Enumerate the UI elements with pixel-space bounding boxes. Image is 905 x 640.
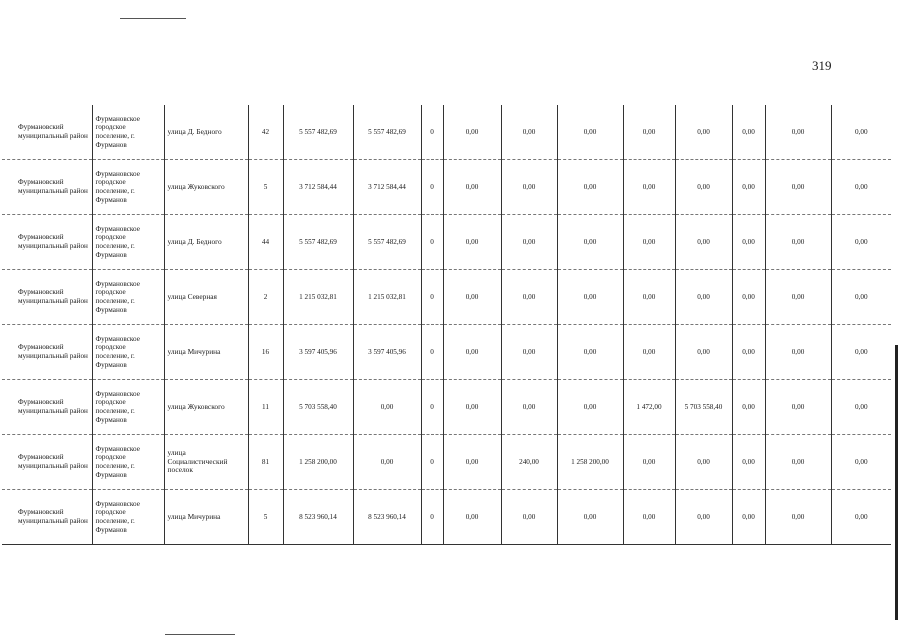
cell-c5: 0,00 <box>501 105 557 160</box>
cell-c1: 3 597 405,96 <box>283 325 353 380</box>
cell-house: 16 <box>248 325 283 380</box>
cell-c10: 0,00 <box>765 105 831 160</box>
cell-c3: 0 <box>421 325 443 380</box>
cell-c11: 0,00 <box>831 105 891 160</box>
cell-house: 5 <box>248 160 283 215</box>
cell-c5: 240,00 <box>501 435 557 490</box>
cell-c11: 0,00 <box>831 325 891 380</box>
cell-house: 44 <box>248 215 283 270</box>
cell-c7: 0,00 <box>623 490 675 545</box>
cell-house: 5 <box>248 490 283 545</box>
cell-settlement: Фурмановское городское поселение, г. Фурманов <box>92 215 164 270</box>
cell-district: Фурмановский муниципальный район <box>2 490 92 545</box>
cell-c5: 0,00 <box>501 160 557 215</box>
cell-c4: 0,00 <box>443 380 501 435</box>
cell-c8: 0,00 <box>675 160 732 215</box>
table-row <box>2 105 891 160</box>
cell-street: улица Северная <box>164 270 248 325</box>
table-row <box>2 380 891 435</box>
cell-c9: 0,00 <box>732 325 765 380</box>
table-row <box>2 435 891 490</box>
cell-c1: 3 712 584,44 <box>283 160 353 215</box>
cell-house: 2 <box>248 270 283 325</box>
cell-c5: 0,00 <box>501 270 557 325</box>
cell-c3: 0 <box>421 215 443 270</box>
cell-c7: 0,00 <box>623 160 675 215</box>
cell-c10: 0,00 <box>765 215 831 270</box>
cell-c7: 0,00 <box>623 270 675 325</box>
cell-c6: 1 258 200,00 <box>557 435 623 490</box>
cell-house: 11 <box>248 380 283 435</box>
cell-c7: 0,00 <box>623 105 675 160</box>
cell-c11: 0,00 <box>831 270 891 325</box>
cell-c3: 0 <box>421 160 443 215</box>
cell-c3: 0 <box>421 380 443 435</box>
cell-c9: 0,00 <box>732 380 765 435</box>
cell-street: улица Д. Бедного <box>164 215 248 270</box>
cell-c10: 0,00 <box>765 160 831 215</box>
cell-street: улица Мичурина <box>164 490 248 545</box>
cell-c4: 0,00 <box>443 435 501 490</box>
cell-c8: 5 703 558,40 <box>675 380 732 435</box>
cell-c10: 0,00 <box>765 325 831 380</box>
cell-c6: 0,00 <box>557 380 623 435</box>
cell-street: улица Д. Бедного <box>164 105 248 160</box>
cell-c2: 3 597 405,96 <box>353 325 421 380</box>
cell-c2: 8 523 960,14 <box>353 490 421 545</box>
cell-c5: 0,00 <box>501 490 557 545</box>
cell-street: улица Социалистический поселок <box>164 435 248 490</box>
cell-street: улица Жуковского <box>164 380 248 435</box>
cell-c10: 0,00 <box>765 270 831 325</box>
cell-district: Фурмановский муниципальный район <box>2 435 92 490</box>
cell-c2: 5 557 482,69 <box>353 215 421 270</box>
cell-c3: 0 <box>421 490 443 545</box>
table-row <box>2 215 891 270</box>
cell-district: Фурмановский муниципальный район <box>2 160 92 215</box>
cell-c2: 3 712 584,44 <box>353 160 421 215</box>
cell-c5: 0,00 <box>501 380 557 435</box>
cell-c10: 0,00 <box>765 380 831 435</box>
cell-street: улица Жуковского <box>164 160 248 215</box>
cell-settlement: Фурмановское городское поселение, г. Фурманов <box>92 380 164 435</box>
cell-c6: 0,00 <box>557 215 623 270</box>
cell-c6: 0,00 <box>557 490 623 545</box>
cell-c3: 0 <box>421 105 443 160</box>
table-body <box>2 105 891 545</box>
cell-c8: 0,00 <box>675 490 732 545</box>
cell-c7: 0,00 <box>623 325 675 380</box>
cell-c5: 0,00 <box>501 325 557 380</box>
cell-district: Фурмановский муниципальный район <box>2 380 92 435</box>
cell-c8: 0,00 <box>675 270 732 325</box>
cell-c1: 8 523 960,14 <box>283 490 353 545</box>
cell-c8: 0,00 <box>675 215 732 270</box>
cell-c1: 5 703 558,40 <box>283 380 353 435</box>
cell-c9: 0,00 <box>732 490 765 545</box>
cell-c8: 0,00 <box>675 435 732 490</box>
scan-artifact-top <box>120 18 186 19</box>
cell-c6: 0,00 <box>557 325 623 380</box>
cell-settlement: Фурмановское городское поселение, г. Фурманов <box>92 490 164 545</box>
cell-settlement: Фурмановское городское поселение, г. Фурманов <box>92 105 164 160</box>
table-row <box>2 490 891 545</box>
cell-c9: 0,00 <box>732 270 765 325</box>
cell-house: 81 <box>248 435 283 490</box>
housing-table <box>2 105 891 545</box>
cell-c11: 0,00 <box>831 380 891 435</box>
table-row <box>2 160 891 215</box>
cell-settlement: Фурмановское городское поселение, г. Фурманов <box>92 435 164 490</box>
cell-district: Фурмановский муниципальный район <box>2 105 92 160</box>
cell-c2: 1 215 032,81 <box>353 270 421 325</box>
cell-c1: 5 557 482,69 <box>283 215 353 270</box>
cell-c7: 0,00 <box>623 215 675 270</box>
scan-artifact-bottom <box>165 634 235 635</box>
cell-district: Фурмановский муниципальный район <box>2 325 92 380</box>
cell-district: Фурмановский муниципальный район <box>2 215 92 270</box>
cell-settlement: Фурмановское городское поселение, г. Фурманов <box>92 325 164 380</box>
cell-c8: 0,00 <box>675 105 732 160</box>
scan-artifact-right-edge <box>895 345 898 620</box>
cell-district: Фурмановский муниципальный район <box>2 270 92 325</box>
cell-c4: 0,00 <box>443 490 501 545</box>
cell-c9: 0,00 <box>732 160 765 215</box>
cell-c4: 0,00 <box>443 325 501 380</box>
cell-c1: 1 258 200,00 <box>283 435 353 490</box>
cell-c4: 0,00 <box>443 160 501 215</box>
cell-c11: 0,00 <box>831 490 891 545</box>
cell-c1: 5 557 482,69 <box>283 105 353 160</box>
cell-c2: 0,00 <box>353 435 421 490</box>
cell-c10: 0,00 <box>765 490 831 545</box>
cell-house: 42 <box>248 105 283 160</box>
cell-c4: 0,00 <box>443 215 501 270</box>
table-row <box>2 270 891 325</box>
cell-c11: 0,00 <box>831 160 891 215</box>
cell-c7: 1 472,00 <box>623 380 675 435</box>
cell-c5: 0,00 <box>501 215 557 270</box>
page-number: 319 <box>812 58 832 73</box>
cell-c1: 1 215 032,81 <box>283 270 353 325</box>
cell-c10: 0,00 <box>765 435 831 490</box>
cell-c3: 0 <box>421 435 443 490</box>
cell-c2: 5 557 482,69 <box>353 105 421 160</box>
cell-settlement: Фурмановское городское поселение, г. Фурманов <box>92 160 164 215</box>
cell-c8: 0,00 <box>675 325 732 380</box>
table-row <box>2 325 891 380</box>
cell-c2: 0,00 <box>353 380 421 435</box>
cell-c3: 0 <box>421 270 443 325</box>
cell-c9: 0,00 <box>732 215 765 270</box>
cell-c4: 0,00 <box>443 270 501 325</box>
cell-c4: 0,00 <box>443 105 501 160</box>
cell-c11: 0,00 <box>831 215 891 270</box>
cell-c9: 0,00 <box>732 105 765 160</box>
cell-c9: 0,00 <box>732 435 765 490</box>
cell-settlement: Фурмановское городское поселение, г. Фурманов <box>92 270 164 325</box>
cell-street: улица Мичурина <box>164 325 248 380</box>
cell-c7: 0,00 <box>623 435 675 490</box>
cell-c6: 0,00 <box>557 160 623 215</box>
cell-c6: 0,00 <box>557 105 623 160</box>
cell-c11: 0,00 <box>831 435 891 490</box>
cell-c6: 0,00 <box>557 270 623 325</box>
